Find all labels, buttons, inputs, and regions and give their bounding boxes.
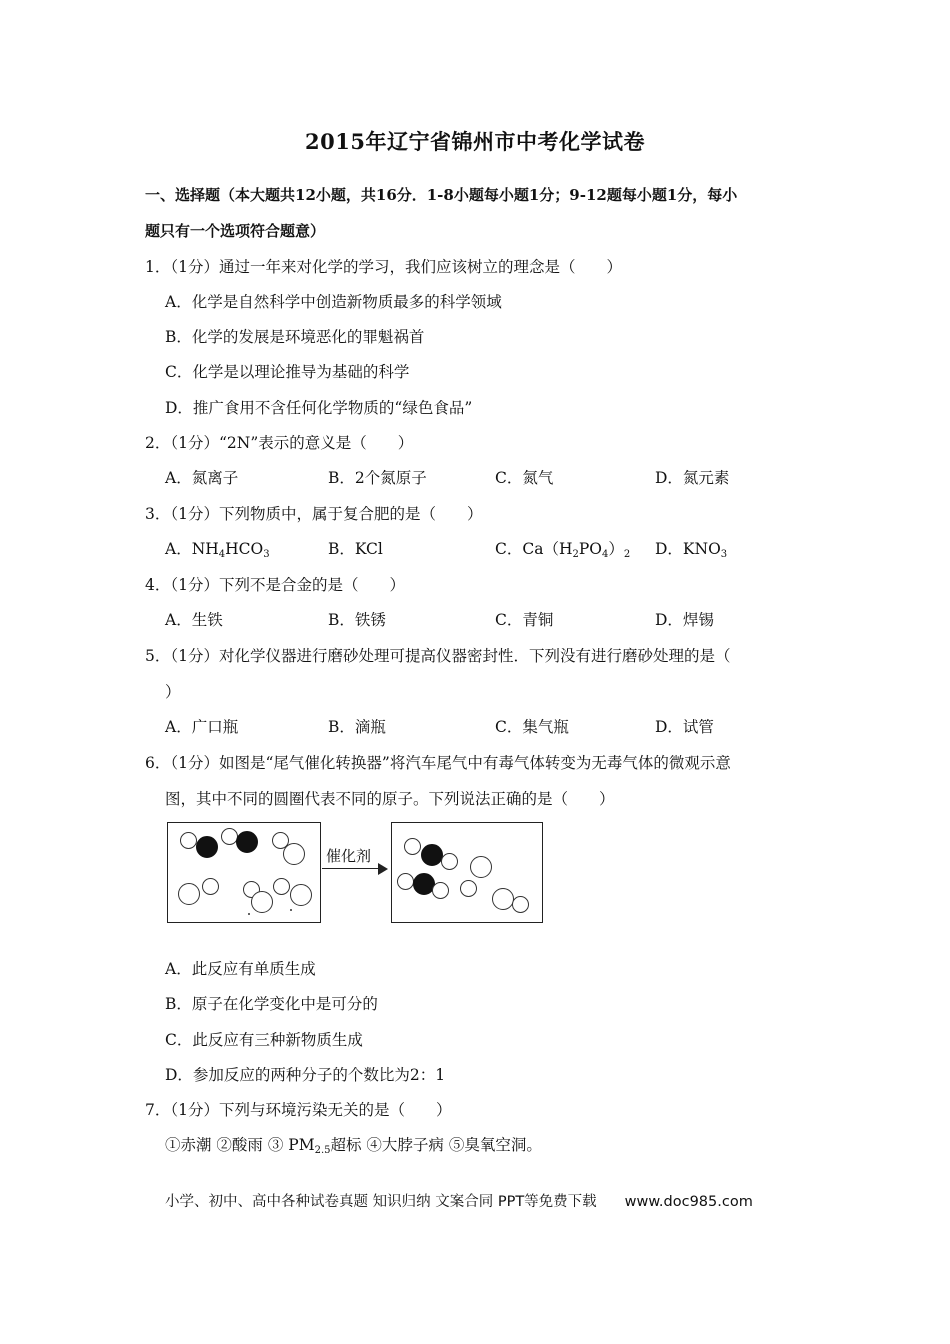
atom-white — [470, 856, 492, 878]
atom-white — [283, 843, 305, 865]
question-3-option-c: C．$Ca(H_2PO_4)_2$ — [495, 540, 631, 560]
atom-white — [397, 873, 414, 890]
question-5-option-b: B．滴瓶 — [328, 718, 386, 736]
question-1-stem: 1．（1分）通过一年来对化学的学习，我们应该树立的理念是（ ） — [145, 258, 622, 276]
reaction-arrow — [322, 868, 380, 869]
atom-white — [460, 880, 477, 897]
question-2-option-d: D．氮元素 — [655, 469, 730, 487]
question-7-stem: 7．（1分）下列与环境污染无关的是（ ） — [145, 1101, 452, 1119]
question-4-option-c: C．青铜 — [495, 611, 554, 629]
footer — [165, 1190, 753, 1211]
stray-dot — [248, 913, 250, 915]
question-3-option-b: B．KCl — [328, 540, 383, 558]
atom-white — [178, 883, 200, 905]
question-1-option-d: D．推广食用不含任何化学物质的“绿色食品” — [165, 399, 473, 417]
question-6-option-a: A．此反应有单质生成 — [165, 960, 316, 978]
question-1-option-a: A．化学是自然科学中创造新物质最多的科学领域 — [165, 293, 502, 311]
question-3-option-a: A．$NH_4HCO_3$ — [165, 540, 270, 560]
atom-white — [512, 896, 529, 913]
question-3-stem: 3．（1分）下列物质中，属于复合肥的是（ ） — [145, 505, 483, 523]
question-5-option-a: A．广口瓶 — [165, 718, 239, 736]
question-6-stem-line2: 图，其中不同的圆圈代表不同的原子。下列说法正确的是（ ） — [165, 790, 615, 808]
question-2-option-c: C．氮气 — [495, 469, 554, 487]
question-2-option-b: B．2个氮原子 — [328, 469, 427, 487]
question-6-option-c: C．此反应有三种新物质生成 — [165, 1031, 363, 1049]
atom-white — [290, 884, 312, 906]
exam-title: 2015年辽宁省锦州市中考化学试卷 — [305, 129, 645, 154]
section-header-line1: 一、选择题（本大题共12小题，共16分．1-8小题每小题1分；9-12题每小题1分，每小 — [145, 186, 738, 204]
atom-white — [202, 878, 219, 895]
question-5-stem-line1: 5．（1分）对化学仪器进行磨砂处理可提高仪器密封性．下列没有进行磨砂处理的是（ — [145, 647, 731, 665]
question-6-option-b: B．原子在化学变化中是可分的 — [165, 995, 378, 1013]
question-5-option-c: C．集气瓶 — [495, 718, 569, 736]
question-3-option-d: D．$KNO_3$ — [655, 540, 728, 560]
footer-url[interactable]: www.doc985.com — [624, 1194, 753, 1210]
question-4-option-d: D．焊锡 — [655, 611, 714, 629]
question-5-option-d: D．试管 — [655, 718, 714, 736]
question-4-option-b: B．铁锈 — [328, 611, 386, 629]
question-5-stem-line2: ） — [165, 683, 181, 701]
atom-white — [441, 853, 458, 870]
question-7-items: ①赤潮 ②酸雨 ③ $PM_{2.5}$超标 ④大脖子病 ⑤臭氧空洞。 — [165, 1136, 542, 1156]
atom-white — [432, 882, 449, 899]
atom-white — [251, 891, 273, 913]
question-4-stem: 4．（1分）下列不是合金的是（ ） — [145, 576, 405, 594]
stray-dot — [290, 909, 292, 911]
question-6-option-d: D．参加反应的两种分子的个数比为2：1 — [165, 1066, 446, 1084]
atom-white — [180, 832, 197, 849]
footer-text: 小学、初中、高中各种试卷真题 知识归纳 文案合同 PPT等免费下载 — [165, 1194, 597, 1210]
catalyst-label: 催化剂 — [326, 847, 372, 865]
atom-black — [236, 831, 258, 853]
question-4-option-a: A．生铁 — [165, 611, 223, 629]
question-1-option-c: C．化学是以理论推导为基础的科学 — [165, 363, 410, 381]
atom-white — [492, 888, 514, 910]
question-2-option-a: A．氮离子 — [165, 469, 239, 487]
question-1-option-b: B．化学的发展是环境恶化的罪魁祸首 — [165, 328, 425, 346]
section-header-line2: 题只有一个选项符合题意） — [145, 222, 326, 240]
atom-black — [421, 844, 443, 866]
question-2-stem: 2．（1分）“2N”表示的意义是（ ） — [145, 434, 414, 452]
atom-white — [273, 878, 290, 895]
atom-white — [404, 838, 421, 855]
question-6-stem-line1: 6．（1分）如图是“尾气催化转换器”将汽车尾气中有毒气体转变为无毒气体的微观示意 — [145, 754, 731, 772]
reaction-arrow-head — [378, 863, 388, 875]
atom-black — [196, 836, 218, 858]
